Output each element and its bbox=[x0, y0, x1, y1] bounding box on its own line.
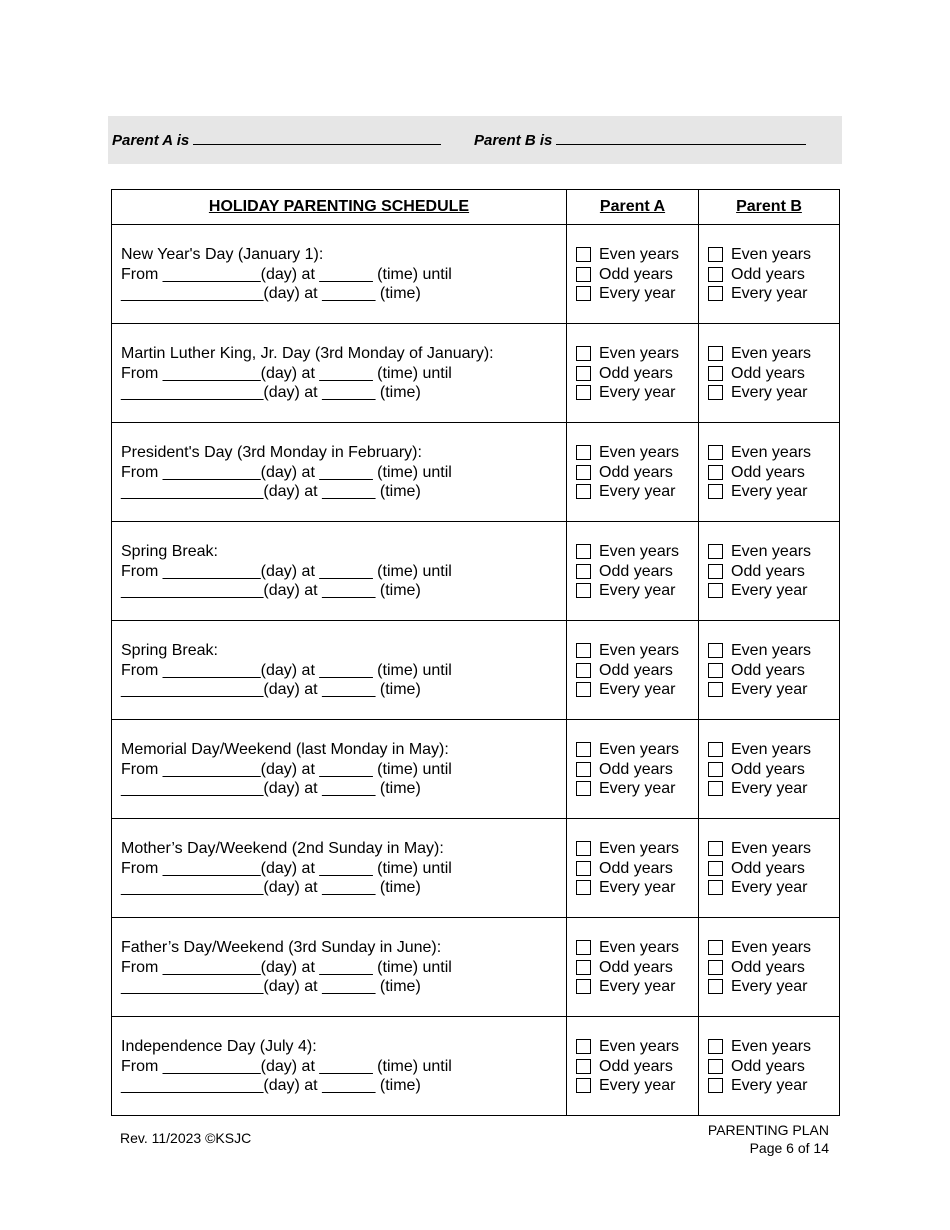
table-header-row bbox=[112, 190, 840, 225]
page-number: Page 6 of 14 bbox=[749, 1140, 829, 1156]
parent-b-option[interactable] bbox=[708, 740, 839, 760]
option-label: Every year bbox=[599, 285, 676, 303]
holiday-name: Independence Day (July 4): bbox=[121, 1038, 317, 1055]
parent-b-input-line[interactable] bbox=[556, 131, 806, 145]
parent-b-options-cell bbox=[699, 720, 840, 819]
option-label: Every year bbox=[731, 483, 808, 501]
until-line[interactable]: ________________(day) at ______ (time) bbox=[121, 483, 421, 501]
holiday-description-cell bbox=[112, 720, 567, 819]
holiday-description-cell bbox=[112, 621, 567, 720]
option-label: Even years bbox=[731, 444, 812, 461]
document-title: PARENTING PLAN bbox=[707, 1122, 829, 1138]
checkbox[interactable] bbox=[708, 583, 723, 598]
option-label: Every year bbox=[599, 879, 676, 897]
until-line[interactable]: ________________(day) at ______ (time) bbox=[121, 1077, 421, 1095]
checkbox[interactable] bbox=[708, 1078, 723, 1093]
option-label: Odd years bbox=[599, 562, 673, 580]
checkbox[interactable] bbox=[576, 544, 591, 559]
option-label: Odd years bbox=[731, 958, 805, 976]
parent-a-option[interactable] bbox=[576, 482, 698, 502]
checkbox[interactable] bbox=[576, 861, 591, 876]
option-label: Odd years bbox=[731, 562, 805, 580]
option-label: Odd years bbox=[599, 958, 673, 976]
option-label: Every year bbox=[731, 681, 808, 699]
parent-b-option[interactable] bbox=[708, 641, 839, 661]
parent-a-option[interactable] bbox=[576, 265, 698, 285]
option-label: Odd years bbox=[599, 364, 673, 382]
parent-b-option[interactable] bbox=[708, 542, 839, 562]
parent-a-option[interactable] bbox=[576, 1037, 698, 1057]
holiday-name: Memorial Day/Weekend (last Monday in May): bbox=[121, 741, 449, 758]
checkbox[interactable] bbox=[708, 366, 723, 381]
parent-a-option[interactable] bbox=[576, 443, 698, 463]
parent-b-option[interactable] bbox=[708, 958, 839, 978]
checkbox[interactable] bbox=[708, 465, 723, 480]
option-label: Odd years bbox=[599, 760, 673, 778]
checkbox[interactable] bbox=[576, 1078, 591, 1093]
until-line[interactable]: ________________(day) at ______ (time) bbox=[121, 681, 421, 699]
checkbox[interactable] bbox=[576, 682, 591, 697]
option-label: Odd years bbox=[599, 265, 673, 283]
option-label: Even years bbox=[599, 246, 680, 263]
until-line[interactable]: ________________(day) at ______ (time) bbox=[121, 879, 421, 897]
from-line[interactable]: From ___________(day) at ______ (time) until bbox=[121, 661, 452, 679]
until-line[interactable]: ________________(day) at ______ (time) bbox=[121, 582, 421, 600]
parent-a-option[interactable] bbox=[576, 839, 698, 859]
parent-a-label: Parent A is bbox=[112, 132, 190, 149]
checkbox[interactable] bbox=[576, 385, 591, 400]
checkbox[interactable] bbox=[576, 781, 591, 796]
checkbox[interactable] bbox=[576, 564, 591, 579]
parent-b-option[interactable] bbox=[708, 344, 839, 364]
parent-a-option[interactable] bbox=[576, 284, 698, 304]
parent-identification-bar bbox=[108, 116, 842, 164]
checkbox[interactable] bbox=[576, 484, 591, 499]
holiday-description-cell bbox=[112, 819, 567, 918]
parent-a-options-cell bbox=[567, 522, 699, 621]
option-label: Even years bbox=[599, 741, 680, 758]
parent-b-option[interactable] bbox=[708, 482, 839, 502]
from-line[interactable]: From ___________(day) at ______ (time) until bbox=[121, 265, 452, 283]
revision-footer: Rev. 11/2023 ©KSJC bbox=[120, 1130, 252, 1146]
parent-a-option[interactable] bbox=[576, 245, 698, 265]
option-label: Odd years bbox=[599, 859, 673, 877]
parent-a-option[interactable] bbox=[576, 680, 698, 700]
parent-a-option[interactable] bbox=[576, 760, 698, 780]
option-label: Every year bbox=[731, 879, 808, 897]
parent-b-option[interactable] bbox=[708, 878, 839, 898]
parent-a-option[interactable] bbox=[576, 562, 698, 582]
parent-a-option[interactable] bbox=[576, 641, 698, 661]
holiday-row bbox=[112, 423, 840, 522]
parent-b-option[interactable] bbox=[708, 1057, 839, 1077]
option-label: Even years bbox=[599, 345, 680, 362]
option-label: Even years bbox=[731, 1038, 812, 1055]
parent-b-column-header: Parent B bbox=[699, 190, 840, 225]
parent-b-option[interactable] bbox=[708, 383, 839, 403]
parent-b-option[interactable] bbox=[708, 581, 839, 601]
holiday-name: Martin Luther King, Jr. Day (3rd Monday of January): bbox=[121, 345, 494, 362]
option-label: Every year bbox=[599, 384, 676, 402]
option-label: Even years bbox=[731, 543, 812, 560]
schedule-title: HOLIDAY PARENTING SCHEDULE bbox=[112, 190, 567, 225]
checkbox[interactable] bbox=[576, 979, 591, 994]
checkbox[interactable] bbox=[708, 267, 723, 282]
checkbox[interactable] bbox=[708, 1059, 723, 1074]
parent-a-options-cell bbox=[567, 819, 699, 918]
parent-b-options-cell bbox=[699, 918, 840, 1017]
option-label: Odd years bbox=[731, 661, 805, 679]
parent-a-option[interactable] bbox=[576, 958, 698, 978]
checkbox[interactable] bbox=[576, 960, 591, 975]
option-label: Even years bbox=[731, 642, 812, 659]
holiday-name: Spring Break: bbox=[121, 642, 218, 659]
holiday-name: Mother’s Day/Weekend (2nd Sunday in May): bbox=[121, 840, 444, 857]
option-label: Even years bbox=[599, 840, 680, 857]
checkbox[interactable] bbox=[708, 880, 723, 895]
parent-b-option[interactable] bbox=[708, 1037, 839, 1057]
checkbox[interactable] bbox=[576, 445, 591, 460]
checkbox[interactable] bbox=[708, 940, 723, 955]
holiday-schedule-table bbox=[111, 189, 840, 1116]
checkbox[interactable] bbox=[576, 841, 591, 856]
from-line[interactable]: From ___________(day) at ______ (time) until bbox=[121, 562, 452, 580]
checkbox[interactable] bbox=[708, 286, 723, 301]
parent-a-option[interactable] bbox=[576, 383, 698, 403]
checkbox[interactable] bbox=[708, 682, 723, 697]
parent-b-options-cell bbox=[699, 819, 840, 918]
holiday-row bbox=[112, 720, 840, 819]
option-label: Odd years bbox=[731, 265, 805, 283]
parent-b-options-cell bbox=[699, 1017, 840, 1116]
holiday-description-cell bbox=[112, 918, 567, 1017]
option-label: Odd years bbox=[731, 859, 805, 877]
from-line[interactable]: From ___________(day) at ______ (time) until bbox=[121, 1057, 452, 1075]
option-label: Every year bbox=[599, 483, 676, 501]
checkbox[interactable] bbox=[576, 1059, 591, 1074]
holiday-row bbox=[112, 621, 840, 720]
checkbox[interactable] bbox=[576, 880, 591, 895]
parent-b-options-cell bbox=[699, 423, 840, 522]
holiday-row bbox=[112, 918, 840, 1017]
option-label: Even years bbox=[599, 444, 680, 461]
holiday-row bbox=[112, 225, 840, 324]
option-label: Every year bbox=[731, 384, 808, 402]
parent-b-option[interactable] bbox=[708, 443, 839, 463]
parent-b-options-cell bbox=[699, 225, 840, 324]
holiday-row bbox=[112, 522, 840, 621]
option-label: Even years bbox=[731, 840, 812, 857]
parent-a-options-cell bbox=[567, 621, 699, 720]
checkbox[interactable] bbox=[708, 564, 723, 579]
parent-a-option[interactable] bbox=[576, 463, 698, 483]
checkbox[interactable] bbox=[576, 267, 591, 282]
parent-b-field bbox=[474, 131, 806, 149]
option-label: Odd years bbox=[731, 463, 805, 481]
checkbox[interactable] bbox=[576, 742, 591, 757]
parent-b-options-cell bbox=[699, 324, 840, 423]
option-label: Even years bbox=[599, 543, 680, 560]
until-line[interactable]: ________________(day) at ______ (time) bbox=[121, 384, 421, 402]
parent-a-option[interactable] bbox=[576, 364, 698, 384]
parent-a-options-cell bbox=[567, 1017, 699, 1116]
parent-a-option[interactable] bbox=[576, 1057, 698, 1077]
holiday-name: Spring Break: bbox=[121, 543, 218, 560]
holiday-row bbox=[112, 324, 840, 423]
parent-a-option[interactable] bbox=[576, 859, 698, 879]
parent-b-option[interactable] bbox=[708, 977, 839, 997]
option-label: Odd years bbox=[599, 661, 673, 679]
parent-b-option[interactable] bbox=[708, 284, 839, 304]
parent-b-option[interactable] bbox=[708, 245, 839, 265]
checkbox[interactable] bbox=[576, 247, 591, 262]
option-label: Every year bbox=[599, 681, 676, 699]
option-label: Odd years bbox=[731, 760, 805, 778]
checkbox[interactable] bbox=[576, 465, 591, 480]
option-label: Every year bbox=[731, 780, 808, 798]
checkbox[interactable] bbox=[576, 762, 591, 777]
parent-a-option[interactable] bbox=[576, 779, 698, 799]
option-label: Every year bbox=[731, 582, 808, 600]
from-line[interactable]: From ___________(day) at ______ (time) until bbox=[121, 760, 452, 778]
checkbox[interactable] bbox=[576, 940, 591, 955]
parent-b-option[interactable] bbox=[708, 265, 839, 285]
checkbox[interactable] bbox=[708, 544, 723, 559]
parent-a-options-cell bbox=[567, 918, 699, 1017]
holiday-description-cell bbox=[112, 1017, 567, 1116]
option-label: Every year bbox=[599, 978, 676, 996]
from-line[interactable]: From ___________(day) at ______ (time) until bbox=[121, 859, 452, 877]
option-label: Odd years bbox=[599, 463, 673, 481]
page-footer bbox=[708, 1121, 829, 1157]
checkbox[interactable] bbox=[576, 663, 591, 678]
option-label: Even years bbox=[599, 642, 680, 659]
option-label: Even years bbox=[731, 345, 812, 362]
option-label: Every year bbox=[731, 1077, 808, 1095]
option-label: Odd years bbox=[731, 1057, 805, 1075]
option-label: Even years bbox=[731, 246, 812, 263]
parent-a-option[interactable] bbox=[576, 1076, 698, 1096]
parent-b-option[interactable] bbox=[708, 779, 839, 799]
holiday-name: Father’s Day/Weekend (3rd Sunday in June): bbox=[121, 939, 442, 956]
option-label: Every year bbox=[599, 582, 676, 600]
checkbox[interactable] bbox=[708, 979, 723, 994]
parent-b-option[interactable] bbox=[708, 364, 839, 384]
checkbox[interactable] bbox=[576, 583, 591, 598]
from-line[interactable]: From ___________(day) at ______ (time) until bbox=[121, 364, 452, 382]
option-label: Even years bbox=[731, 741, 812, 758]
parent-a-options-cell bbox=[567, 225, 699, 324]
holiday-description-cell bbox=[112, 225, 567, 324]
parent-b-option[interactable] bbox=[708, 859, 839, 879]
option-label: Every year bbox=[731, 285, 808, 303]
holiday-description-cell bbox=[112, 423, 567, 522]
holiday-name: President's Day (3rd Monday in February): bbox=[121, 444, 422, 461]
parent-a-option[interactable] bbox=[576, 977, 698, 997]
parent-a-option[interactable] bbox=[576, 938, 698, 958]
holiday-name: New Year's Day (January 1): bbox=[121, 246, 324, 263]
parent-a-column-header: Parent A bbox=[567, 190, 699, 225]
parent-b-option[interactable] bbox=[708, 1076, 839, 1096]
option-label: Even years bbox=[599, 1038, 680, 1055]
option-label: Every year bbox=[599, 1077, 676, 1095]
checkbox[interactable] bbox=[708, 960, 723, 975]
parent-a-option[interactable] bbox=[576, 661, 698, 681]
checkbox[interactable] bbox=[708, 484, 723, 499]
parent-a-option[interactable] bbox=[576, 878, 698, 898]
holiday-row bbox=[112, 1017, 840, 1116]
option-label: Even years bbox=[599, 939, 680, 956]
checkbox[interactable] bbox=[708, 762, 723, 777]
parent-b-label: Parent B is bbox=[474, 132, 553, 149]
parent-b-option[interactable] bbox=[708, 661, 839, 681]
checkbox[interactable] bbox=[576, 286, 591, 301]
until-line[interactable]: ________________(day) at ______ (time) bbox=[121, 978, 421, 996]
parent-a-input-line[interactable] bbox=[193, 131, 441, 145]
from-line[interactable]: From ___________(day) at ______ (time) until bbox=[121, 958, 452, 976]
parent-b-option[interactable] bbox=[708, 938, 839, 958]
parent-a-option[interactable] bbox=[576, 344, 698, 364]
checkbox[interactable] bbox=[708, 247, 723, 262]
checkbox[interactable] bbox=[576, 1039, 591, 1054]
until-line[interactable]: ________________(day) at ______ (time) bbox=[121, 780, 421, 798]
checkbox[interactable] bbox=[708, 841, 723, 856]
parent-a-field bbox=[112, 131, 441, 149]
checkbox[interactable] bbox=[576, 643, 591, 658]
parent-a-option[interactable] bbox=[576, 542, 698, 562]
option-label: Odd years bbox=[599, 1057, 673, 1075]
parent-b-option[interactable] bbox=[708, 680, 839, 700]
checkbox[interactable] bbox=[708, 663, 723, 678]
parent-b-option[interactable] bbox=[708, 760, 839, 780]
checkbox[interactable] bbox=[708, 742, 723, 757]
parent-a-options-cell bbox=[567, 423, 699, 522]
parent-b-option[interactable] bbox=[708, 463, 839, 483]
checkbox[interactable] bbox=[708, 781, 723, 796]
from-line[interactable]: From ___________(day) at ______ (time) until bbox=[121, 463, 452, 481]
parent-b-options-cell bbox=[699, 522, 840, 621]
parent-b-options-cell bbox=[699, 621, 840, 720]
parent-a-option[interactable] bbox=[576, 740, 698, 760]
checkbox[interactable] bbox=[708, 445, 723, 460]
checkbox[interactable] bbox=[708, 1039, 723, 1054]
option-label: Every year bbox=[731, 978, 808, 996]
parent-b-option[interactable] bbox=[708, 839, 839, 859]
checkbox[interactable] bbox=[708, 643, 723, 658]
option-label: Even years bbox=[731, 939, 812, 956]
checkbox[interactable] bbox=[708, 861, 723, 876]
holiday-description-cell bbox=[112, 522, 567, 621]
checkbox[interactable] bbox=[576, 366, 591, 381]
parent-a-option[interactable] bbox=[576, 581, 698, 601]
checkbox[interactable] bbox=[576, 346, 591, 361]
parent-b-option[interactable] bbox=[708, 562, 839, 582]
holiday-row bbox=[112, 819, 840, 918]
option-label: Odd years bbox=[731, 364, 805, 382]
parent-a-options-cell bbox=[567, 720, 699, 819]
option-label: Every year bbox=[599, 780, 676, 798]
until-line[interactable]: ________________(day) at ______ (time) bbox=[121, 285, 421, 303]
parent-a-options-cell bbox=[567, 324, 699, 423]
checkbox[interactable] bbox=[708, 346, 723, 361]
holiday-description-cell bbox=[112, 324, 567, 423]
checkbox[interactable] bbox=[708, 385, 723, 400]
